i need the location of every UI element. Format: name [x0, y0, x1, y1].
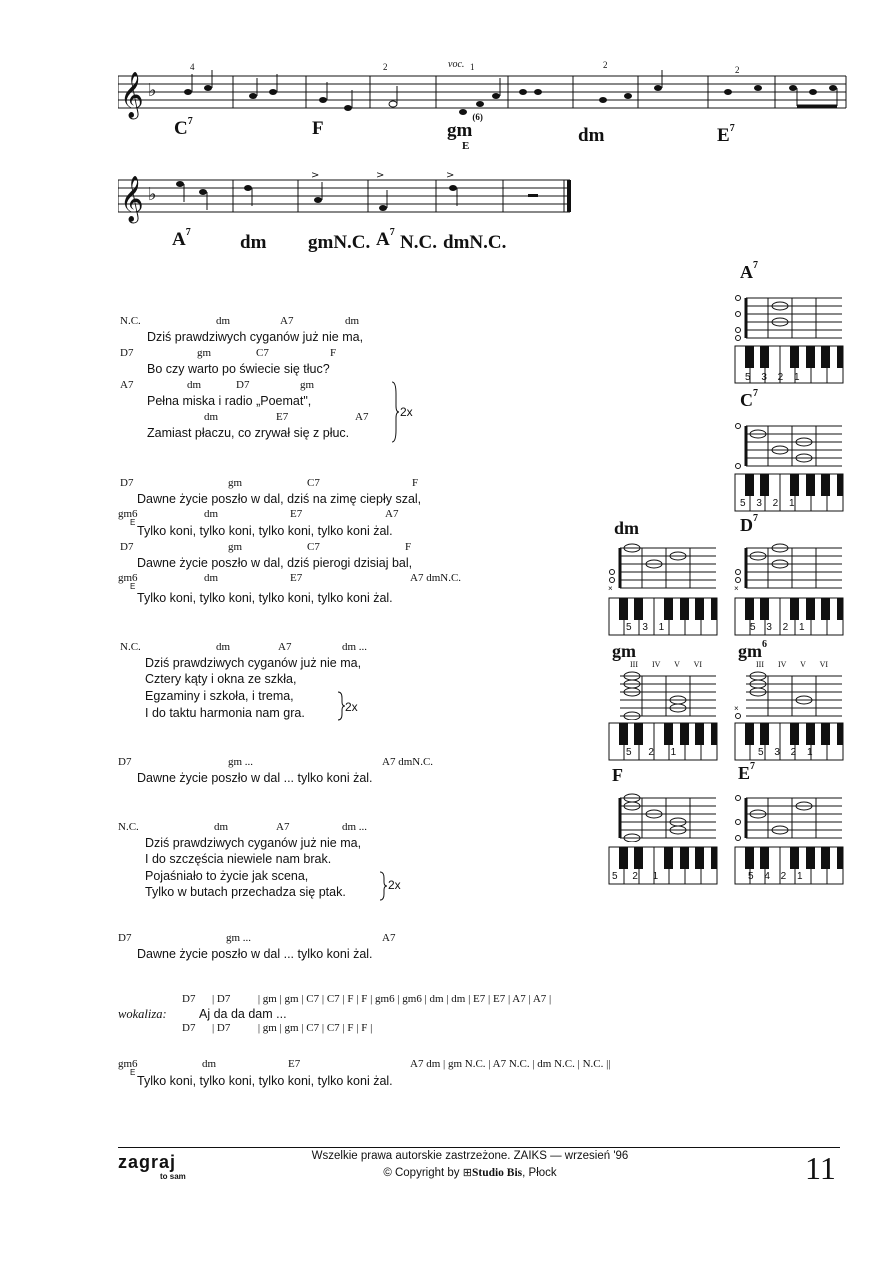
footer-rule: [118, 1147, 840, 1148]
finger-number: 2: [603, 60, 608, 70]
svg-text:𝄞: 𝄞: [120, 176, 144, 222]
score-chord: $gm^{(6)}$: [447, 112, 483, 141]
lyric-line: Pełna miska i radio „Poemat",: [147, 394, 312, 408]
guitar-diagram-d7: [734, 540, 846, 592]
guitar-diagram-dm: [608, 540, 720, 592]
lyric-line: Tylko w butach przechadza się ptak.: [145, 885, 346, 899]
fret-labels: III IV V VI: [630, 660, 703, 669]
finger-number: 4: [190, 62, 195, 72]
svg-text:×: ×: [734, 584, 739, 592]
lyric-line: Dziś prawdziwych cyganów już nie ma,: [147, 330, 364, 344]
svg-text:♭: ♭: [148, 184, 157, 205]
diagram-title-f: F: [612, 765, 623, 785]
rights-text: Wszelkie prawa autorskie zastrzeżone. ZAIKS — wrzesień '96: [311, 1150, 629, 1162]
lyric-line: Dziś prawdziwych cyganów już nie ma,: [145, 656, 362, 670]
voc-label: voc.: [448, 59, 465, 70]
bass-note: E: [130, 1068, 136, 1077]
lyric-line: Tylko koni, tylko koni, tylko koni, tylko koni żal.: [137, 591, 393, 605]
diagram-title-d7: $D^7$: [740, 513, 758, 535]
diagram-title-c7: $C^7$: [740, 388, 758, 410]
svg-text:>: >: [376, 170, 385, 181]
score-chord: $A^7$: [376, 227, 395, 250]
diagram-title-a7: $A^7$: [740, 260, 758, 282]
piano-fingering: 5 2 1: [626, 747, 677, 758]
piano-fingering: 5 3 1: [626, 622, 665, 633]
bass-note: E: [130, 582, 136, 591]
lyric-line: Dawne życie poszło w dal ... tylko koni żal.: [137, 947, 373, 961]
diagram-title-dm: dm: [614, 518, 640, 538]
svg-text:𝄞: 𝄞: [120, 72, 144, 118]
studio-bis-icon: ⊞: [462, 1167, 472, 1179]
repeat-brace: [378, 870, 388, 902]
score-chord: $C^7$: [174, 116, 193, 139]
lyric-line: Tylko koni, tylko koni, tylko koni, tylko koni żal.: [137, 524, 393, 538]
finger-number: 2: [383, 62, 388, 72]
lyric-line: Cztery kąty i okna ze szkła,: [145, 672, 297, 686]
staff-2: [118, 170, 578, 230]
repeat-mark: 2x: [388, 878, 401, 892]
piano-fingering: 5 3 2 1: [740, 498, 795, 509]
guitar-diagram-gm: [608, 668, 720, 720]
lyric-line: Zamiast płaczu, co zrywał się z płuc.: [147, 426, 350, 440]
page-number: 11: [805, 1150, 836, 1186]
score-chord: F: [312, 118, 324, 139]
finger-number: 2: [735, 65, 740, 75]
piano-fingering: 5 4 2 1: [748, 871, 803, 882]
guitar-diagram-f: [608, 790, 720, 842]
piano-fingering: 5 3 2 1: [758, 747, 813, 758]
svg-text:×: ×: [734, 704, 739, 713]
svg-text:>: >: [446, 170, 455, 181]
lyric-line: Dawne życie poszło w dal, dziś na zimę ciepły szal,: [137, 492, 422, 506]
vocalise-chords-bottom: D7 | D7 | gm | gm | C7 | C7 | F | F |: [182, 1022, 373, 1034]
repeat-mark: 2x: [345, 700, 358, 714]
lyric-line: Tylko koni, tylko koni, tylko koni, tylko koni żal.: [137, 1074, 393, 1088]
vocalise-text: Aj da da dam ...: [199, 1007, 287, 1021]
bass-note: E: [130, 518, 136, 527]
guitar-diagram-gm6: [734, 668, 846, 720]
guitar-diagram-c7: [734, 418, 846, 470]
lyric-line: Dziś prawdziwych cyganów już nie ma,: [145, 836, 362, 850]
score-chord: dm: [240, 232, 267, 253]
lyric-line: Dawne życie poszło w dal ... tylko koni żal.: [137, 771, 373, 785]
repeat-mark: 2x: [400, 405, 413, 419]
copyright-line: © Copyright by ⊞Studio Bis, Płock: [383, 1167, 557, 1179]
score-chord: $A^7$: [172, 227, 191, 250]
guitar-diagram-a7: [734, 290, 846, 342]
logo: zagraj: [118, 1152, 177, 1172]
svg-text:♭: ♭: [148, 80, 157, 101]
finger-number: 1: [470, 62, 475, 72]
piano-fingering: 5 2 1: [612, 871, 659, 882]
score-chord: N.C.: [400, 232, 437, 253]
score-chord: gmN.C.: [308, 232, 371, 253]
lyric-line: I do szczęścia niewiele nam brak.: [145, 852, 332, 866]
lyric-line: Pojaśniało to życie jak scena,: [145, 869, 309, 883]
svg-text:>: >: [311, 170, 320, 181]
diagram-title-gm6: $gm^6$: [738, 639, 767, 661]
lyric-line: Bo czy warto po świecie się tłuc?: [147, 362, 330, 376]
piano-fingering: 5 3 2 1: [745, 372, 800, 383]
lyric-line: I do taktu harmonia nam gra.: [145, 706, 305, 720]
diagram-title-e7: $E^7$: [738, 761, 756, 783]
logo-subtitle: to sam: [160, 1172, 186, 1181]
lyric-line: Dawne życie poszło w dal, dziś pierogi dzisiaj bal,: [137, 556, 413, 570]
lyric-line: Egzaminy i szkoła, i trema,: [145, 689, 294, 703]
svg-text:×: ×: [608, 584, 613, 592]
vocalise-chords-top: D7 | D7 | gm | gm | C7 | C7 | F | F | gm6 | gm6 | dm | dm | E7 | E7 | A7 | A7 |: [182, 993, 552, 1005]
staff-1: [118, 66, 856, 126]
vocalise-label: wokaliza:: [118, 1007, 167, 1021]
repeat-brace: [390, 380, 400, 444]
fret-labels: III IV V VI: [756, 660, 829, 669]
score-chord: dmN.C.: [443, 232, 507, 253]
diagram-title-gm: gm: [612, 641, 636, 661]
score-chord-bass: E: [462, 140, 470, 152]
piano-fingering: 5 3 2 1: [750, 622, 805, 633]
guitar-diagram-e7: [734, 790, 846, 842]
score-chord: dm: [578, 125, 605, 146]
score-chord: $E^7$: [717, 123, 735, 146]
